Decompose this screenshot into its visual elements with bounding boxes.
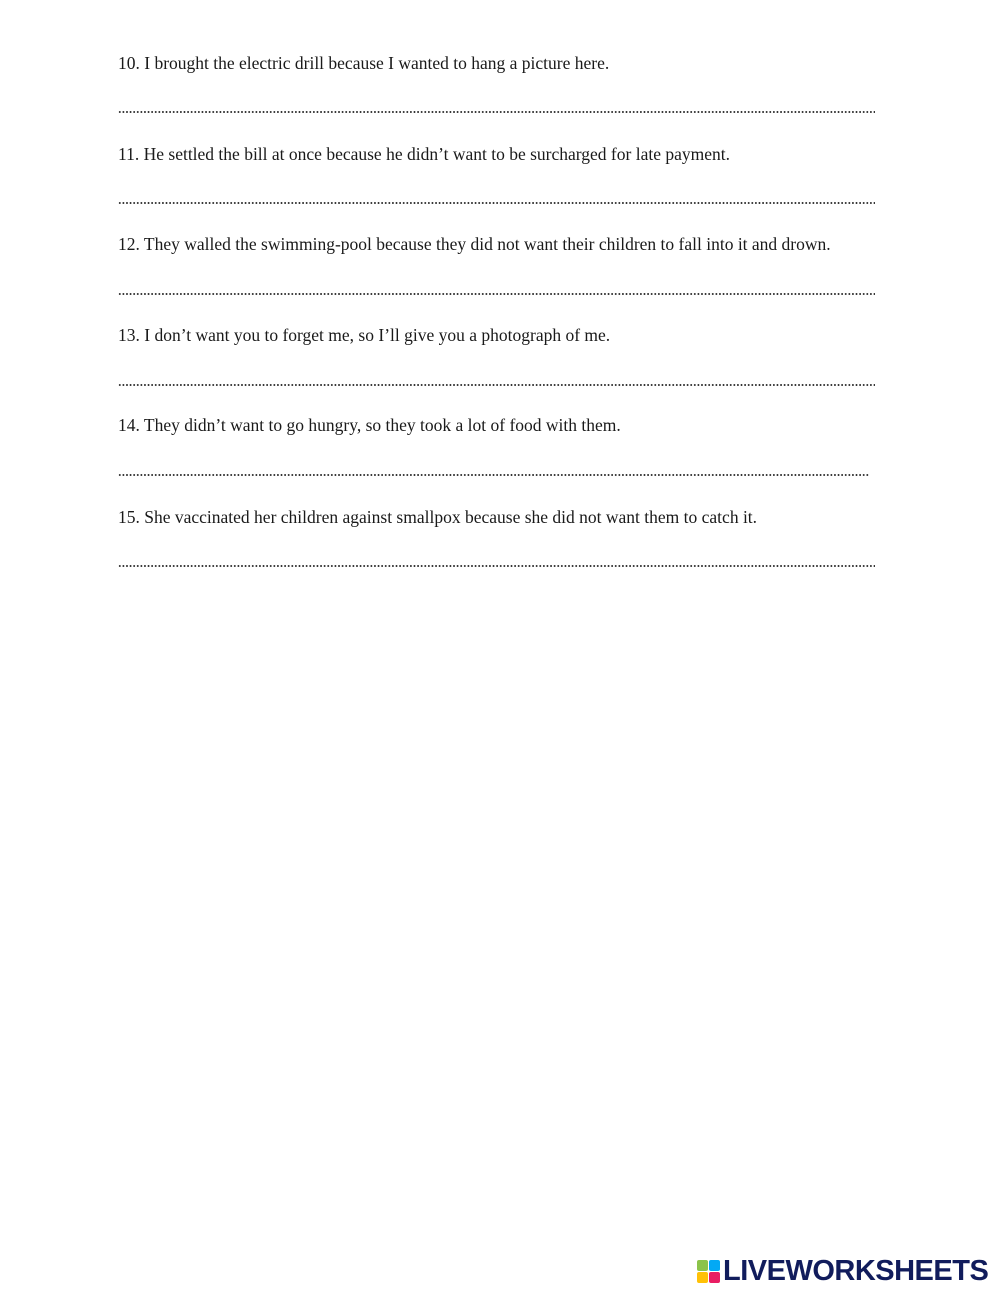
question-12-text: 12. They walled the swimming-pool because they did not want their children to fall into it and drown. xyxy=(118,234,831,254)
logo-text: LIVEWORKSHEETS xyxy=(723,1255,989,1287)
liveworksheets-logo xyxy=(697,1256,988,1286)
liveworksheets-logo-icon xyxy=(697,1260,720,1283)
logo-badge-cell xyxy=(697,1260,708,1271)
answer-line-14[interactable] xyxy=(118,474,870,476)
logo-badge-cell xyxy=(709,1272,720,1283)
answer-line-10[interactable] xyxy=(118,111,875,113)
answer-line-12[interactable] xyxy=(118,293,875,295)
answer-line-13[interactable] xyxy=(118,384,875,386)
logo-badge-cell xyxy=(697,1272,708,1283)
question-15-text: 15. She vaccinated her children against smallpox because she did not want them to catch it. xyxy=(118,507,758,527)
question-13-text: 13. I don’t want you to forget me, so I’ll give you a photograph of me. xyxy=(118,325,611,345)
question-14-text: 14. They didn’t want to go hungry, so they took a lot of food with them. xyxy=(118,415,621,435)
question-11-text: 11. He settled the bill at once because he didn’t want to be surcharged for late payment. xyxy=(118,144,730,164)
answer-line-11[interactable] xyxy=(118,202,875,204)
logo-badge-cell xyxy=(709,1260,720,1271)
question-10-text: 10. I brought the electric drill because I wanted to hang a picture here. xyxy=(118,53,610,73)
answer-line-15[interactable] xyxy=(118,565,875,567)
